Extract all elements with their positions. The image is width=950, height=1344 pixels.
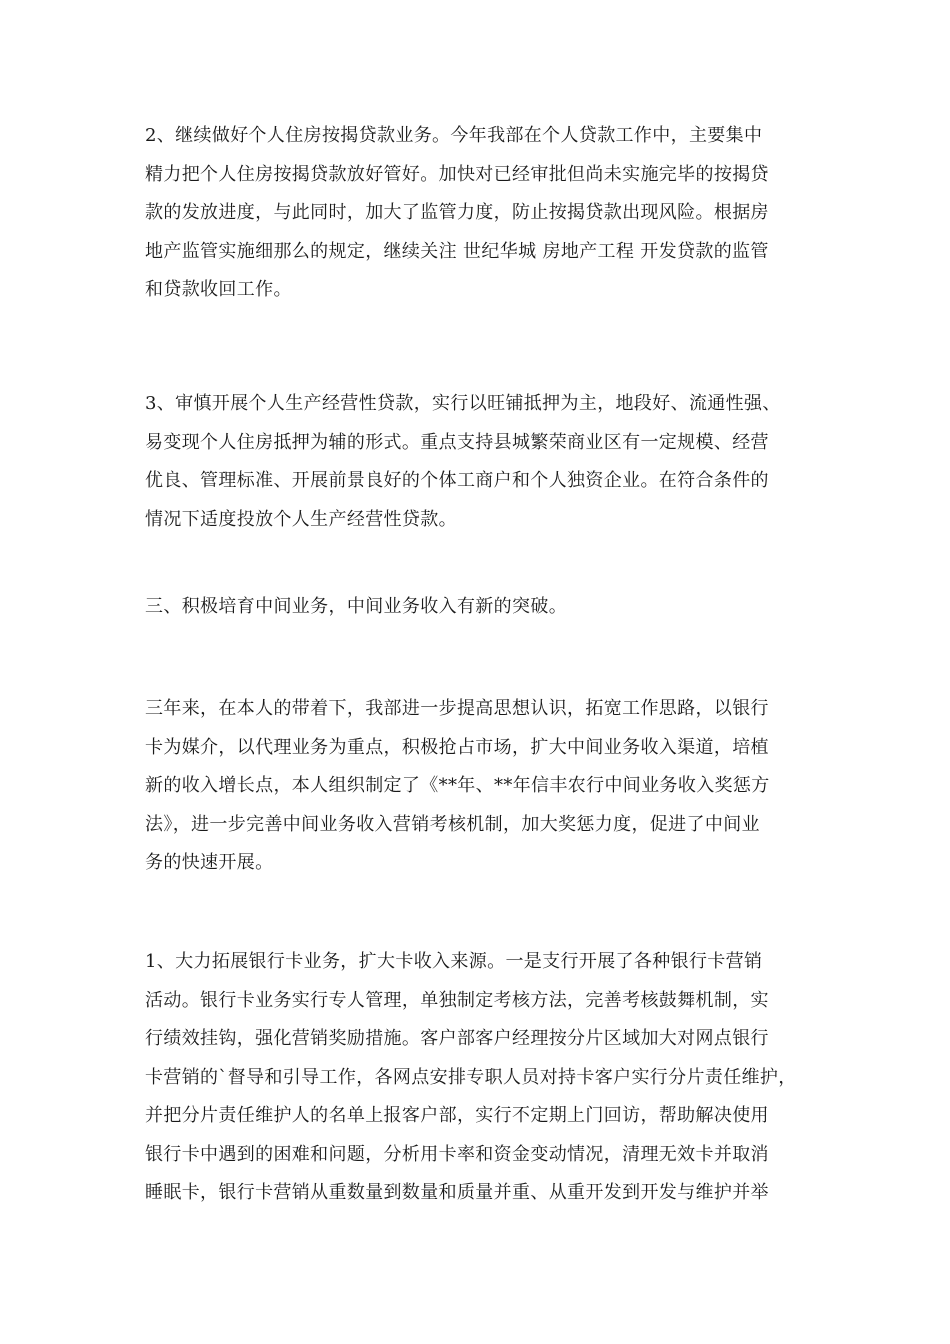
text-line: 款的发放进度，与此同时，加大了监管力度，防止按揭贷款出现风险。根据房 (145, 202, 769, 223)
section-heading-intermediate-business (145, 588, 815, 627)
text-line: 卡营销的`督导和引导工作，各网点安排专职人员对持卡客户实行分片责任维护， (145, 1066, 797, 1088)
text-line: 情况下适度投放个人生产经营性贷款。 (145, 508, 457, 530)
text-line: 活动。银行卡业务实行专人管理，单独制定考核方法，完善考核鼓舞机制，实 (145, 989, 769, 1011)
text-line: 地产监管实施细那么的规定，继续关注 世纪华城 房地产工程 开发贷款的监管 (145, 240, 769, 262)
text-line: 法》，进一步完善中间业务收入营销考核机制，加大奖惩力度，促进了中间业 (145, 813, 760, 835)
text-line: 精力把个人住房按揭贷款放好管好。加快对已经审批但尚未实施完毕的按揭贷 (145, 163, 769, 185)
text-line: 3、审慎开展个人生产经营性贷款，实行以旺铺抵押为主，地段好、流通性强、 (145, 393, 781, 414)
text-line: 和贷款收回工作。 (145, 279, 292, 300)
text-line: 2、继续做好个人住房按揭贷款业务。今年我部在个人贷款工作中，主要集中 (145, 125, 763, 146)
text-line: 卡为媒介，以代理业务为重点，积极抢占市场，扩大中间业务收入渠道，培植 (145, 736, 769, 758)
paragraph-business-loans (145, 385, 815, 539)
text-line: 优良、管理标准、开展前景良好的个体工商户和个人独资企业。在符合条件的 (145, 470, 769, 491)
paragraph-housing-mortgage-loans (145, 117, 815, 310)
text-line: 易变现个人住房抵押为辅的形式。重点支持县城繁荣商业区有一定规模、经营 (145, 431, 769, 453)
paragraph-three-year-summary (145, 690, 815, 883)
text-line: 行绩效挂钩，强化营销奖励措施。客户部客户经理按分片区域加大对网点银行 (145, 1028, 769, 1049)
text-line: 1、大力拓展银行卡业务，扩大卡收入来源。一是支行开展了各种银行卡营销 (145, 951, 763, 972)
text-line: 并把分片责任维护人的名单上报客户部，实行不定期上门回访，帮助解决使用 (145, 1105, 769, 1126)
text-line: 银行卡中遇到的困难和问题，分析用卡率和资金变动情况，清理无效卡并取消 (145, 1143, 769, 1165)
text-line: 务的快速开展。 (145, 852, 274, 873)
text-line: 三年来，在本人的带着下，我部进一步提高思想认识，拓宽工作思路，以银行 (145, 698, 769, 719)
text-line: 三、积极培育中间业务，中间业务收入有新的突破。 (145, 596, 568, 617)
paragraph-bank-card-business (145, 943, 815, 1213)
text-line: 睡眠卡，银行卡营销从重数量到数量和质量并重、从重开发到开发与维护并举 (145, 1182, 769, 1203)
text-line: 新的收入增长点，本人组织制定了《**年、**年信丰农行中间业务收入奖惩方 (145, 775, 770, 796)
